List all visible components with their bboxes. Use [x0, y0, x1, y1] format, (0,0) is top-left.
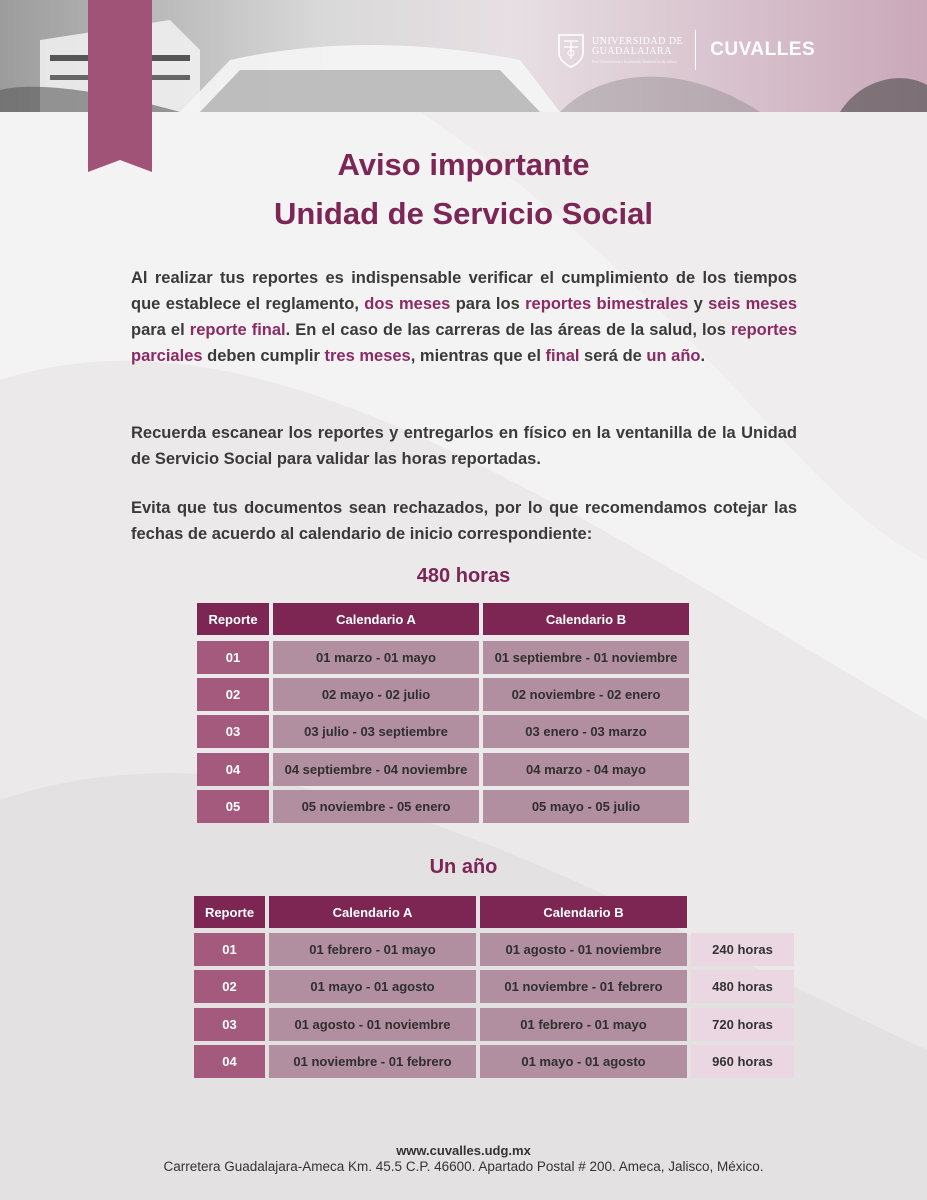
report-number-cell: 03 — [194, 1008, 265, 1041]
date-range-cell: 01 agosto - 01 noviembre — [480, 933, 687, 966]
paragraph-2 — [131, 420, 797, 472]
date-range-cell: 02 noviembre - 02 enero — [483, 678, 689, 711]
date-range-cell: 01 mayo - 01 agosto — [480, 1045, 687, 1078]
hours-cell: 960 horas — [691, 1045, 794, 1078]
body-text: Recuerda escanear los reportes y entregarlos en físico en la ventanilla de la Unidad de Servicio Social para validar las horas reportadas. — [131, 424, 797, 468]
highlight-text: seis meses — [708, 295, 798, 313]
date-range-cell: 04 marzo - 04 mayo — [483, 753, 689, 786]
date-range-cell: 01 agosto - 01 noviembre — [269, 1008, 476, 1041]
page-subtitle: Unidad de Servicio Social — [273, 196, 653, 231]
hours-cell: 240 horas — [691, 933, 794, 966]
campus-name: CUVALLES — [710, 39, 816, 60]
table-header-cell: Calendario A — [269, 896, 476, 928]
date-range-cell: 01 septiembre - 01 noviembre — [483, 641, 689, 674]
report-number-cell: 04 — [194, 1045, 265, 1078]
page-title: Aviso importante — [337, 147, 590, 182]
hours-cell: 720 horas — [691, 1008, 794, 1041]
table-header-cell: Reporte — [194, 896, 265, 928]
date-range-cell: 01 febrero - 01 mayo — [480, 1008, 687, 1041]
logo-line-2: GUADALAJARA — [592, 45, 672, 57]
date-range-cell: 04 septiembre - 04 noviembre — [273, 753, 479, 786]
table-480-title: 480 horas — [416, 565, 511, 587]
report-number-cell: 01 — [194, 933, 265, 966]
body-text: será de — [579, 347, 647, 365]
highlight-text: final — [545, 347, 580, 365]
date-range-cell: 05 noviembre - 05 enero — [273, 790, 479, 823]
report-number-cell: 01 — [197, 641, 269, 674]
paragraph-3 — [131, 495, 797, 547]
highlight-text: reporte final — [189, 321, 286, 339]
body-text: . — [700, 347, 706, 365]
date-range-cell: 05 mayo - 05 julio — [483, 790, 689, 823]
report-number-cell: 02 — [194, 970, 265, 1003]
report-number-cell: 02 — [197, 678, 269, 711]
highlight-text: tres meses — [324, 347, 411, 365]
table-header-cell: Calendario B — [483, 603, 689, 635]
body-text: Al realizar tus reportes es indispensable verificar el cumplimiento de los tiempos que establece el reglamento, — [131, 269, 797, 313]
body-text: y — [688, 295, 709, 313]
footer-address: Carretera Guadalajara-Ameca Km. 45.5 C.P. 46600. Apartado Postal # 200. Ameca, Jalisco, México. — [163, 1159, 764, 1174]
table-year-title: Un año — [429, 856, 498, 878]
highlight-text: reportes parciales — [131, 321, 797, 365]
body-text: Evita que tus documentos sean rechazados, por lo que recomendamos cotejar las fechas de acuerdo al calendario de inicio correspondiente: — [131, 499, 797, 543]
date-range-cell: 01 mayo - 01 agosto — [269, 970, 476, 1003]
hours-cell: 480 horas — [691, 970, 794, 1003]
table-header-cell: Calendario B — [480, 896, 687, 928]
table-header-cell: Reporte — [197, 603, 269, 635]
footer-url: www.cuvalles.udg.mx — [396, 1143, 531, 1158]
paragraph-1 — [131, 265, 797, 369]
highlight-text: un año — [646, 347, 701, 365]
body-text: deben cumplir — [202, 347, 325, 365]
date-range-cell: 01 noviembre - 01 febrero — [480, 970, 687, 1003]
logo-line-3: Red Universitaria e Institución Benemérita de Jalisco — [592, 58, 678, 64]
report-number-cell: 05 — [197, 790, 269, 823]
date-range-cell: 02 mayo - 02 julio — [273, 678, 479, 711]
date-range-cell: 01 marzo - 01 mayo — [273, 641, 479, 674]
highlight-text: dos meses — [364, 295, 451, 313]
report-number-cell: 04 — [197, 753, 269, 786]
logo-line-1: UNIVERSIDAD DE — [592, 35, 684, 47]
body-text: , mientras que el — [410, 347, 546, 365]
body-text: para los — [450, 295, 526, 313]
date-range-cell: 01 febrero - 01 mayo — [269, 933, 476, 966]
date-range-cell: 01 noviembre - 01 febrero — [269, 1045, 476, 1078]
date-range-cell: 03 enero - 03 marzo — [483, 715, 689, 748]
date-range-cell: 03 julio - 03 septiembre — [273, 715, 479, 748]
body-text: . En el caso de las carreras de las áreas de la salud, los — [285, 321, 731, 339]
body-text: para el — [131, 321, 190, 339]
report-number-cell: 03 — [197, 715, 269, 748]
table-header-cell: Calendario A — [273, 603, 479, 635]
highlight-text: reportes bimestrales — [525, 295, 689, 313]
